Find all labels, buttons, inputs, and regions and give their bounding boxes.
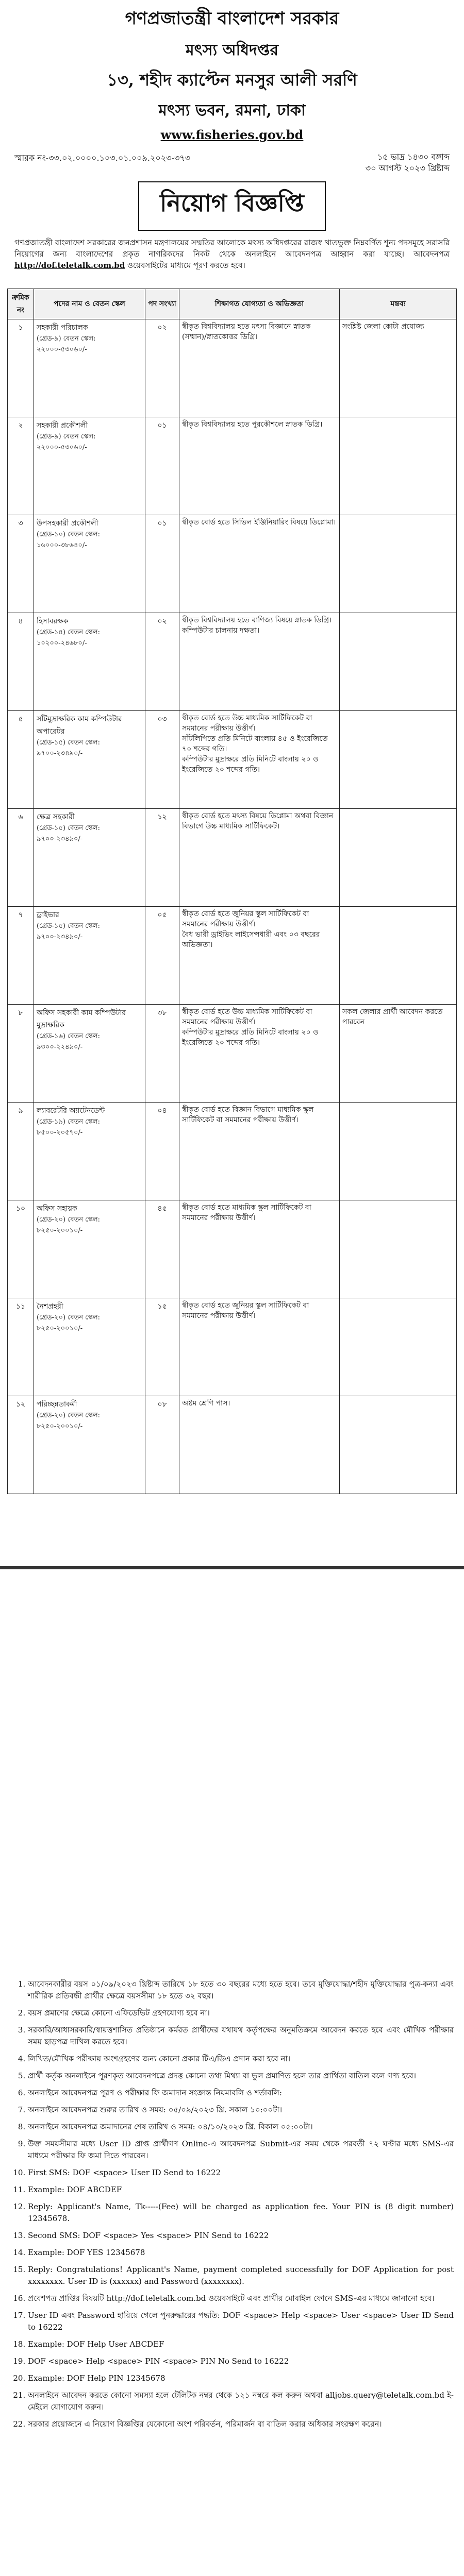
posts-table — [7, 289, 457, 1494]
date-english: ৩০ আগস্ট ২০২৩ খ্রিষ্টাব্দ — [365, 163, 450, 173]
intro-text: গণপ্রজাতন্ত্রী বাংলাদেশ সরকারের জনপ্রশাসন মন্ত্রণালয়ের সম্মতির আলোকে মৎস্য অধিদপ্তরের রাজস্ব খাতভুক্ত নিম্নবর্ণিত শূন্য পদসমূহে সরাসরি নিয়োগের জন্য বাংলাদেশের প্রকৃত নাগরিকদের নিকট থেকে অনলাইনে আবেদনপত্র আহ্বান করা যাচ্ছে। আবেদনপত্র — [14, 238, 450, 259]
table-row — [8, 417, 457, 515]
post-grade: (গ্রেড-৯) বেতন স্কেল: ২২০০০-৫৩০৬০/- — [37, 433, 96, 451]
qualification-line: স্বীকৃত বিশ্ববিদ্যালয় হতে বাণিজ্য বিষয়ে স্নাতক ডিগ্রি। — [182, 616, 332, 624]
cell-qualification — [179, 1200, 340, 1298]
cell-qualification — [179, 1103, 340, 1200]
cell-qualification — [179, 1298, 340, 1396]
post-grade: (গ্রেড-২০) বেতন স্কেল: ৮২৫০-২০০১০/- — [37, 1314, 101, 1332]
table-header-row — [8, 289, 457, 319]
memo-number: স্মারক নং-৩৩.০২.০০০০.১০৩.০১.০০৯.২০২৩-৩৭৩ — [14, 153, 191, 163]
instruction-item: 19. DOF <space> Help <space> PIN <space> PIN No Send to 16222 — [28, 2355, 454, 2367]
qualification-line: স্বীকৃত বোর্ড হতে জুনিয়র স্কুল সার্টিফিকেট বা সমমানের পরীক্ষায় উত্তীর্ণ। — [182, 1301, 309, 1320]
notice-title: নিয়োগ বিজ্ঞপ্তি — [138, 181, 326, 231]
government-name: গণপ্রজাতন্ত্রী বাংলাদেশ সরকার — [125, 8, 339, 29]
cell-qualification — [179, 319, 340, 417]
post-grade: (গ্রেড-৯) বেতন স্কেল: ২২০০০-৫৩০৬০/- — [37, 335, 96, 353]
post-name: ল্যাবরেটরি অ্যাটেনডেন্ট — [37, 1107, 105, 1115]
instruction-item: 9. উক্ত সময়সীমার মধ্যে User ID প্রাপ্ত প্রার্থীগণ Online-এ আবেদনপত্র Submit-এর সময় থেকে পরবর্তী ৭২ ঘণ্টার মধ্যে SMS-এর মাধ্যমে পরীক্ষার ফি জমা দিতে পারবেন। — [28, 2138, 454, 2162]
cell-count: ০১ — [145, 515, 179, 613]
instruction-item: 5. প্রার্থী কর্তৃক অনলাইনে পূরণকৃত আবেদনপত্রে প্রদত্ত কোনো তথ্য মিথ্যা বা ভুল প্রমাণিত হলে তার প্রার্থিতা বাতিল বলে গণ্য হবে। — [28, 2070, 454, 2082]
instruction-item: 8. অনলাইনে আবেদনপত্র জমাদানের শেষ তারিখ ও সময়: ০৪/১০/২০২৩ খ্রি. বিকাল ০৫:০০টা। — [28, 2121, 454, 2133]
date-bangla: ১৫ ভাদ্র ১৪৩০ বঙ্গাব্দ — [377, 152, 450, 162]
memo-line — [14, 151, 450, 174]
cell-count: ৩৮ — [145, 1005, 179, 1103]
cell-post — [34, 711, 145, 809]
table-row — [8, 319, 457, 417]
instruction-item: 18. Example: DOF Help User ABCDEF — [28, 2338, 454, 2350]
instruction-item: 13. Second SMS: DOF <space> Yes <space> PIN Send to 16222 — [28, 2230, 454, 2242]
cell-remarks — [340, 1200, 457, 1298]
table-row — [8, 515, 457, 613]
post-grade: (গ্রেড-২০) বেতন স্কেল: ৮২৫০-২০০১০/- — [37, 1412, 101, 1430]
table-row — [8, 1298, 457, 1396]
cell-qualification — [179, 907, 340, 1005]
instructions-list — [10, 1978, 454, 2430]
cell-count: ৪৫ — [145, 1200, 179, 1298]
cell-post — [34, 1005, 145, 1103]
cell-sl: ১ — [8, 319, 34, 417]
cell-remarks — [340, 515, 457, 613]
office-building: মৎস্য ভবন, রমনা, ঢাকা — [158, 101, 306, 120]
cell-sl: ৮ — [8, 1005, 34, 1103]
cell-post — [34, 515, 145, 613]
header-sl: ক্রমিক নং — [8, 289, 34, 319]
instruction-item: 21. অনলাইনে আবেদন করতে কোনো সমস্যা হলে টেলিটক নম্বর থেকে ১২১ নম্বরে কল করুন অথবা alljobs.query@teletalk.com.bd ই-মেইলে যোগাযোগ করুন। — [28, 2389, 454, 2413]
cell-count: ০২ — [145, 613, 179, 711]
cell-post — [34, 1396, 145, 1494]
post-grade: (গ্রেড-১৫) বেতন স্কেল: ৯৭০০-২৩৪৯০/- — [37, 824, 100, 843]
cell-sl: ৯ — [8, 1103, 34, 1200]
header-post: পদের নাম ও বেতন স্কেল — [34, 289, 145, 319]
post-name: সহকারী পরিচালক — [37, 324, 88, 332]
qualification-line: স্বীকৃত বোর্ড হতে বিজ্ঞান বিভাগে মাধ্যমিক স্কুল সার্টিফিকেট বা সমমানের পরীক্ষায় উত্তীর্ণ। — [182, 1106, 314, 1124]
instruction-item: 4. লিখিত/মৌখিক পরীক্ষায় অংশগ্রহণের জন্য কোনো প্রকার টিএ/ডিএ প্রদান করা হবে না। — [28, 2053, 454, 2065]
instruction-item: 14. Example: DOF YES 12345678 — [28, 2247, 454, 2259]
cell-count: ০৫ — [145, 907, 179, 1005]
cell-qualification — [179, 417, 340, 515]
cell-count: ০৪ — [145, 1103, 179, 1200]
qualification-line: স্বীকৃত বোর্ড হতে উচ্চ মাধ্যমিক সার্টিফিকেট বা সমমানের পরীক্ষায় উত্তীর্ণ। — [182, 714, 312, 733]
cell-qualification — [179, 613, 340, 711]
cell-remarks — [340, 1298, 457, 1396]
cell-sl: ১০ — [8, 1200, 34, 1298]
post-name: নৈশপ্রহরী — [37, 1302, 63, 1311]
cell-count: ০১ — [145, 417, 179, 515]
cell-count: ০২ — [145, 319, 179, 417]
post-name: অফিস সহায়ক — [37, 1205, 77, 1213]
cell-count: ১৫ — [145, 1298, 179, 1396]
header — [0, 0, 464, 142]
instruction-item: 17. User ID এবং Password হারিয়ে গেলে পুনরুদ্ধারের পদ্ধতি: DOF <space> Help <space> User <space> User ID Send to 16222 — [28, 2310, 454, 2333]
instruction-item: 1. আবেদনকারীর বয়স ০১/০৯/২০২৩ খ্রিষ্টাব্দ তারিখে ১৮ হতে ৩০ বছরের মধ্যে হতে হবে। তবে মুক্তিযোদ্ধা/শহীদ মুক্তিযোদ্ধার পুত্র-কন্যা এবং শারীরিক প্রতিবন্ধী প্রার্থীর ক্ষেত্রে বয়সসীমা ১৮ হতে ৩২ বছর। — [28, 1978, 454, 2002]
qualification-line: সাঁটলিপিতে প্রতি মিনিটে বাংলায় ৪৫ ও ইংরেজিতে ৭০ শব্দের গতি। — [182, 735, 328, 753]
department-name: মৎস্য অধিদপ্তর — [186, 41, 278, 59]
instruction-item: 6. অনলাইনে আবেদনপত্র পূরণ ও পরীক্ষার ফি জমাদান সংক্রান্ত নিয়মাবলি ও শর্তাবলি: — [28, 2087, 454, 2099]
table-row — [8, 1005, 457, 1103]
cell-qualification — [179, 515, 340, 613]
office-address: ১৩, শহীদ ক্যাপ্টেন মনসুর আলী সরণি — [107, 70, 357, 90]
cell-post — [34, 613, 145, 711]
cell-count: ১২ — [145, 809, 179, 907]
cell-sl: ২ — [8, 417, 34, 515]
header-count: পদ সংখ্যা — [145, 289, 179, 319]
cell-remarks — [340, 1396, 457, 1494]
table-row — [8, 613, 457, 711]
qualification-line: স্বীকৃত বোর্ড হতে উচ্চ মাধ্যমিক সার্টিফিকেট বা সমমানের পরীক্ষায় উত্তীর্ণ। — [182, 1008, 312, 1026]
instruction-item: 3. সরকারি/আধাসরকারি/স্বায়ত্তশাসিত প্রতিষ্ঠানে কর্মরত প্রার্থীদের যথাযথ কর্তৃপক্ষের অনুমতিক্রমে আবেদন করতে হবে এবং মৌখিক পরীক্ষার সময় ছাড়পত্র দাখিল করতে হবে। — [28, 2024, 454, 2048]
cell-remarks — [340, 613, 457, 711]
post-grade: (গ্রেড-১৬) বেতন স্কেল: ৯৩০০-২২৪৯০/- — [37, 1032, 100, 1051]
cell-post — [34, 809, 145, 907]
cell-remarks: সকল জেলার প্রার্থী আবেদন করতে পারবেন — [340, 1005, 457, 1103]
table-row — [8, 1396, 457, 1494]
qualification-line: কম্পিউটার মুদ্রাক্ষরে প্রতি মিনিটে বাংলায় ২০ ও ইংরেজিতে ২০ শব্দের গতি। — [182, 755, 319, 774]
instruction-item: 2. বয়স প্রমাণের ক্ষেত্রে কোনো এফিডেভিট গ্রহণযোগ্য হবে না। — [28, 2007, 454, 2019]
qualification-line: স্বীকৃত বোর্ড হতে মৎস্য বিষয়ে ডিপ্লোমা অথবা বিজ্ঞান বিভাগে উচ্চ মাধ্যমিক সার্টিফিকেট। — [182, 812, 334, 831]
cell-sl: ১২ — [8, 1396, 34, 1494]
cell-post — [34, 417, 145, 515]
cell-remarks — [340, 809, 457, 907]
instruction-item: 16. প্রবেশপত্র প্রাপ্তির বিষয়টি http://dof.teletalk.com.bd ওয়েবসাইটে এবং প্রার্থীর মোবাইল ফোনে SMS-এর মাধ্যমে জানানো হবে। — [28, 2293, 454, 2304]
instruction-item: 22. সরকার প্রয়োজনে এ নিয়োগ বিজ্ঞপ্তির যেকোনো অংশ পরিবর্তন, পরিমার্জন বা বাতিল করার অধিকার সংরক্ষণ করেন। — [28, 2418, 454, 2430]
cell-sl: ৭ — [8, 907, 34, 1005]
cell-sl: ৫ — [8, 711, 34, 809]
cell-qualification — [179, 1005, 340, 1103]
table-row — [8, 1103, 457, 1200]
instruction-item: 11. Example: DOF ABCDEF — [28, 2184, 454, 2196]
post-name: ক্ষেত্র সহকারী — [37, 813, 75, 821]
post-name: পরিচ্ছন্নতাকর্মী — [37, 1400, 77, 1409]
page-divider — [0, 1566, 464, 1569]
post-grade: (গ্রেড-১৫) বেতন স্কেল: ৯৭০০-২৩৪৯০/- — [37, 739, 100, 757]
intro-text-end: ওয়েবসাইটের মাধ্যমে পূরণ করতে হবে। — [127, 261, 245, 270]
post-name: উপসহকারী প্রকৌশলী — [37, 519, 98, 528]
application-link[interactable]: http://dof.teletalk.com.bd — [14, 261, 125, 270]
instruction-item: 15. Reply: Congratulations! Applicant's Name, payment completed successfully for DOF Application for post xxxxxxxx. User ID is (xxxxxx) and Password (xxxxxxxx). — [28, 2264, 454, 2287]
qualification-line: বৈধ ভারী ড্রাইভিং লাইসেন্সধারী এবং ০৩ বছরের অভিজ্ঞতা। — [182, 930, 320, 949]
qualification-line: স্বীকৃত বিশ্ববিদ্যালয় হতে পুরকৌশলে স্নাতক ডিগ্রি। — [182, 420, 323, 429]
qualification-line: স্বীকৃত বোর্ড হতে সিভিল ইঞ্জিনিয়ারিং বিষয়ে ডিপ্লোমা। — [182, 518, 336, 527]
table-row — [8, 711, 457, 809]
post-grade: (গ্রেড-১০) বেতন স্কেল: ১৬০০০-৩৮৬৪০/- — [37, 531, 100, 549]
intro-paragraph — [14, 237, 450, 271]
cell-post — [34, 1200, 145, 1298]
post-grade: (গ্রেড-১৪) বেতন স্কেল: ১০২০০-২৪৬৮০/- — [37, 629, 100, 647]
instruction-item: 10. First SMS: DOF <space> User ID Send to 16222 — [28, 2167, 454, 2179]
cell-remarks — [340, 711, 457, 809]
cell-remarks: সংশ্লিষ্ট জেলা কোটা প্রযোজ্য — [340, 319, 457, 417]
cell-sl: ৪ — [8, 613, 34, 711]
post-name: সাঁটমুদ্রাক্ষরিক কাম কম্পিউটার অপারেটর — [37, 715, 122, 736]
instruction-item: 20. Example: DOF Help PIN 12345678 — [28, 2372, 454, 2384]
qualification-line: কম্পিউটার মুদ্রাক্ষরে প্রতি মিনিটে বাংলায় ২০ ও ইংরেজিতে ২০ শব্দের গতি। — [182, 1028, 319, 1047]
memo-dates — [366, 151, 450, 174]
qualification-line: স্বীকৃত বোর্ড হতে জুনিয়র স্কুল সার্টিফিকেট বা সমমানের পরীক্ষায় উত্তীর্ণ। — [182, 910, 309, 928]
table-row — [8, 809, 457, 907]
cell-count: ০৮ — [145, 1396, 179, 1494]
cell-qualification — [179, 1396, 340, 1494]
cell-post — [34, 907, 145, 1005]
post-grade: (গ্রেড-১৯) বেতন স্কেল: ৮৫০০-২০৫৭০/- — [37, 1118, 100, 1137]
cell-post — [34, 319, 145, 417]
cell-post — [34, 1298, 145, 1396]
cell-sl: ৩ — [8, 515, 34, 613]
cell-post — [34, 1103, 145, 1200]
qualification-line: কম্পিউটার চালনায় দক্ষতা। — [182, 626, 260, 635]
qualification-line: অষ্টম শ্রেণি পাস। — [182, 1399, 230, 1408]
cell-qualification — [179, 711, 340, 809]
instructions-section — [10, 1978, 454, 2435]
cell-qualification — [179, 809, 340, 907]
post-name: ড্রাইভার — [37, 911, 59, 919]
header-remarks: মন্তব্য — [340, 289, 457, 319]
cell-remarks — [340, 417, 457, 515]
post-name: হিসাবরক্ষক — [37, 617, 69, 625]
table-row — [8, 1200, 457, 1298]
cell-count: ০৩ — [145, 711, 179, 809]
post-grade: (গ্রেড-১৫) বেতন স্কেল: ৯৭০০-২৩৪৯০/- — [37, 922, 100, 941]
cell-remarks — [340, 907, 457, 1005]
table-row — [8, 907, 457, 1005]
cell-sl: ১১ — [8, 1298, 34, 1396]
post-grade: (গ্রেড-২০) বেতন স্কেল: ৮২৫০-২০০১০/- — [37, 1216, 101, 1234]
post-name: অফিস সহকারী কাম কম্পিউটার মুদ্রাক্ষরিক — [37, 1009, 126, 1029]
qualification-line: স্বীকৃত বোর্ড হতে মাধ্যমিক স্কুল সার্টিফিকেট বা সমমানের পরীক্ষায় উত্তীর্ণ। — [182, 1204, 311, 1222]
website-link[interactable]: www.fisheries.gov.bd — [160, 127, 304, 142]
instruction-item: 7. অনলাইনে আবেদনপত্র শুরুর তারিখ ও সময়: ০৫/০৯/২০২৩ খ্রি. সকাল ১০:০০টা। — [28, 2104, 454, 2116]
instruction-item: 12. Reply: Applicant's Name, Tk-----(Fee) will be charged as application fee. Your PIN is (8 digit number) 12345678. — [28, 2201, 454, 2225]
post-name: সহকারী প্রকৌশলী — [37, 421, 88, 430]
qualification-line: স্বীকৃত বিশ্ববিদ্যালয় হতে মৎস্য বিজ্ঞানে স্নাতক (সম্মান)/স্নাতকোত্তর ডিগ্রি। — [182, 323, 311, 341]
cell-sl: ৬ — [8, 809, 34, 907]
cell-remarks — [340, 1103, 457, 1200]
header-qualification: শিক্ষাগত যোগ্যতা ও অভিজ্ঞতা — [179, 289, 340, 319]
